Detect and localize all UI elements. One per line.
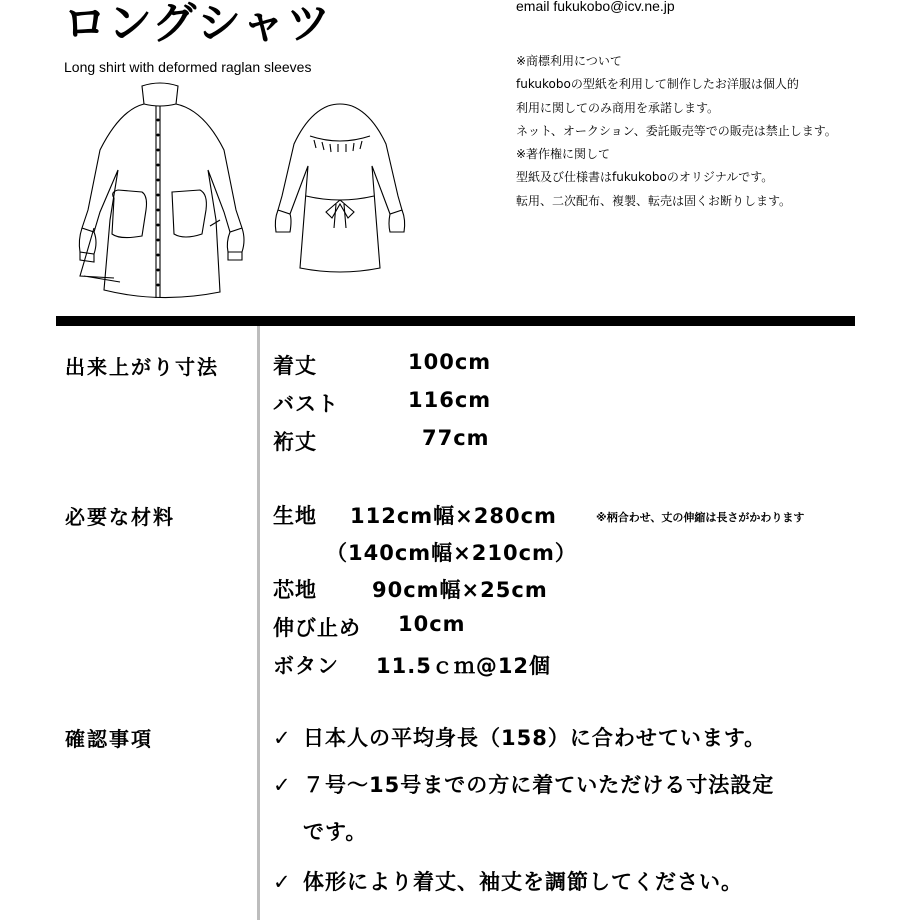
check-icon: ✓ — [273, 773, 292, 797]
check-icon: ✓ — [273, 870, 292, 894]
section-label-materials: 必要な材料 — [65, 505, 175, 529]
dimension-value: 77cm — [422, 426, 490, 450]
section-label-confirm: 確認事項 — [65, 727, 153, 751]
dimension-value: 100cm — [408, 350, 492, 374]
interfacing-value: 90cm幅×25cm — [372, 578, 548, 602]
interfacing-name: 芯地 — [273, 578, 317, 602]
checklist-item: ✓ 体形により着丈、袖丈を調節してください。 — [273, 870, 743, 894]
fabric-value: 112cm幅×280cm — [350, 504, 557, 528]
button-name: ボタン — [273, 654, 339, 678]
dimension-value: 116cm — [408, 388, 492, 412]
checklist-item: ✓ 日本人の平均身長（158）に合わせています。 — [273, 726, 767, 750]
checklist-item: ✓ ７号～15号までの方に着ていただける寸法設定 — [273, 773, 775, 797]
note-line: ネット、オークション、委託販売等での販売は禁止します。 — [516, 123, 837, 138]
usage-notes — [516, 50, 837, 213]
fabric-note: ※柄合わせ、丈の伸縮は長さがかわります — [596, 511, 805, 524]
shirt-front-illustration — [60, 80, 260, 315]
note-line: 型紙及び仕様書はfukukoboのオリジナルです。 — [516, 170, 774, 185]
subtitle: Long shirt with deformed raglan sleeves — [64, 59, 312, 75]
note-line: 転用、二次配布、複製、転売は固くお断りします。 — [516, 193, 792, 208]
note-line: ※著作権に関して — [516, 147, 611, 162]
button-value: 11.5ｃｍ@12個 — [376, 654, 552, 678]
fabric-alt-value: （140cm幅×210cm） — [326, 541, 577, 565]
dimension-name: バスト — [273, 392, 339, 416]
page-title: ロングシャツ — [63, 0, 332, 49]
shirt-back-illustration — [270, 100, 410, 275]
checklist-item-continued: です。 — [303, 820, 368, 844]
note-line: fukukoboの型紙を利用して制作したお洋服は個人的 — [516, 77, 799, 92]
note-line: 利用に関してのみ商用を承諾します。 — [516, 100, 720, 115]
contact-email: email fukukobo@icv.ne.jp — [516, 0, 675, 14]
section-divider — [56, 316, 855, 326]
section-label-finished: 出来上がり寸法 — [65, 355, 219, 379]
dimension-name: 裄丈 — [273, 430, 317, 454]
fabric-name: 生地 — [273, 504, 317, 528]
check-icon: ✓ — [273, 726, 292, 750]
note-line: ※商標利用について — [516, 54, 622, 68]
dimension-name: 着丈 — [273, 354, 317, 378]
stay-tape-name: 伸び止め — [273, 616, 361, 640]
stay-tape-value: 10cm — [398, 612, 466, 636]
column-divider — [257, 326, 260, 920]
